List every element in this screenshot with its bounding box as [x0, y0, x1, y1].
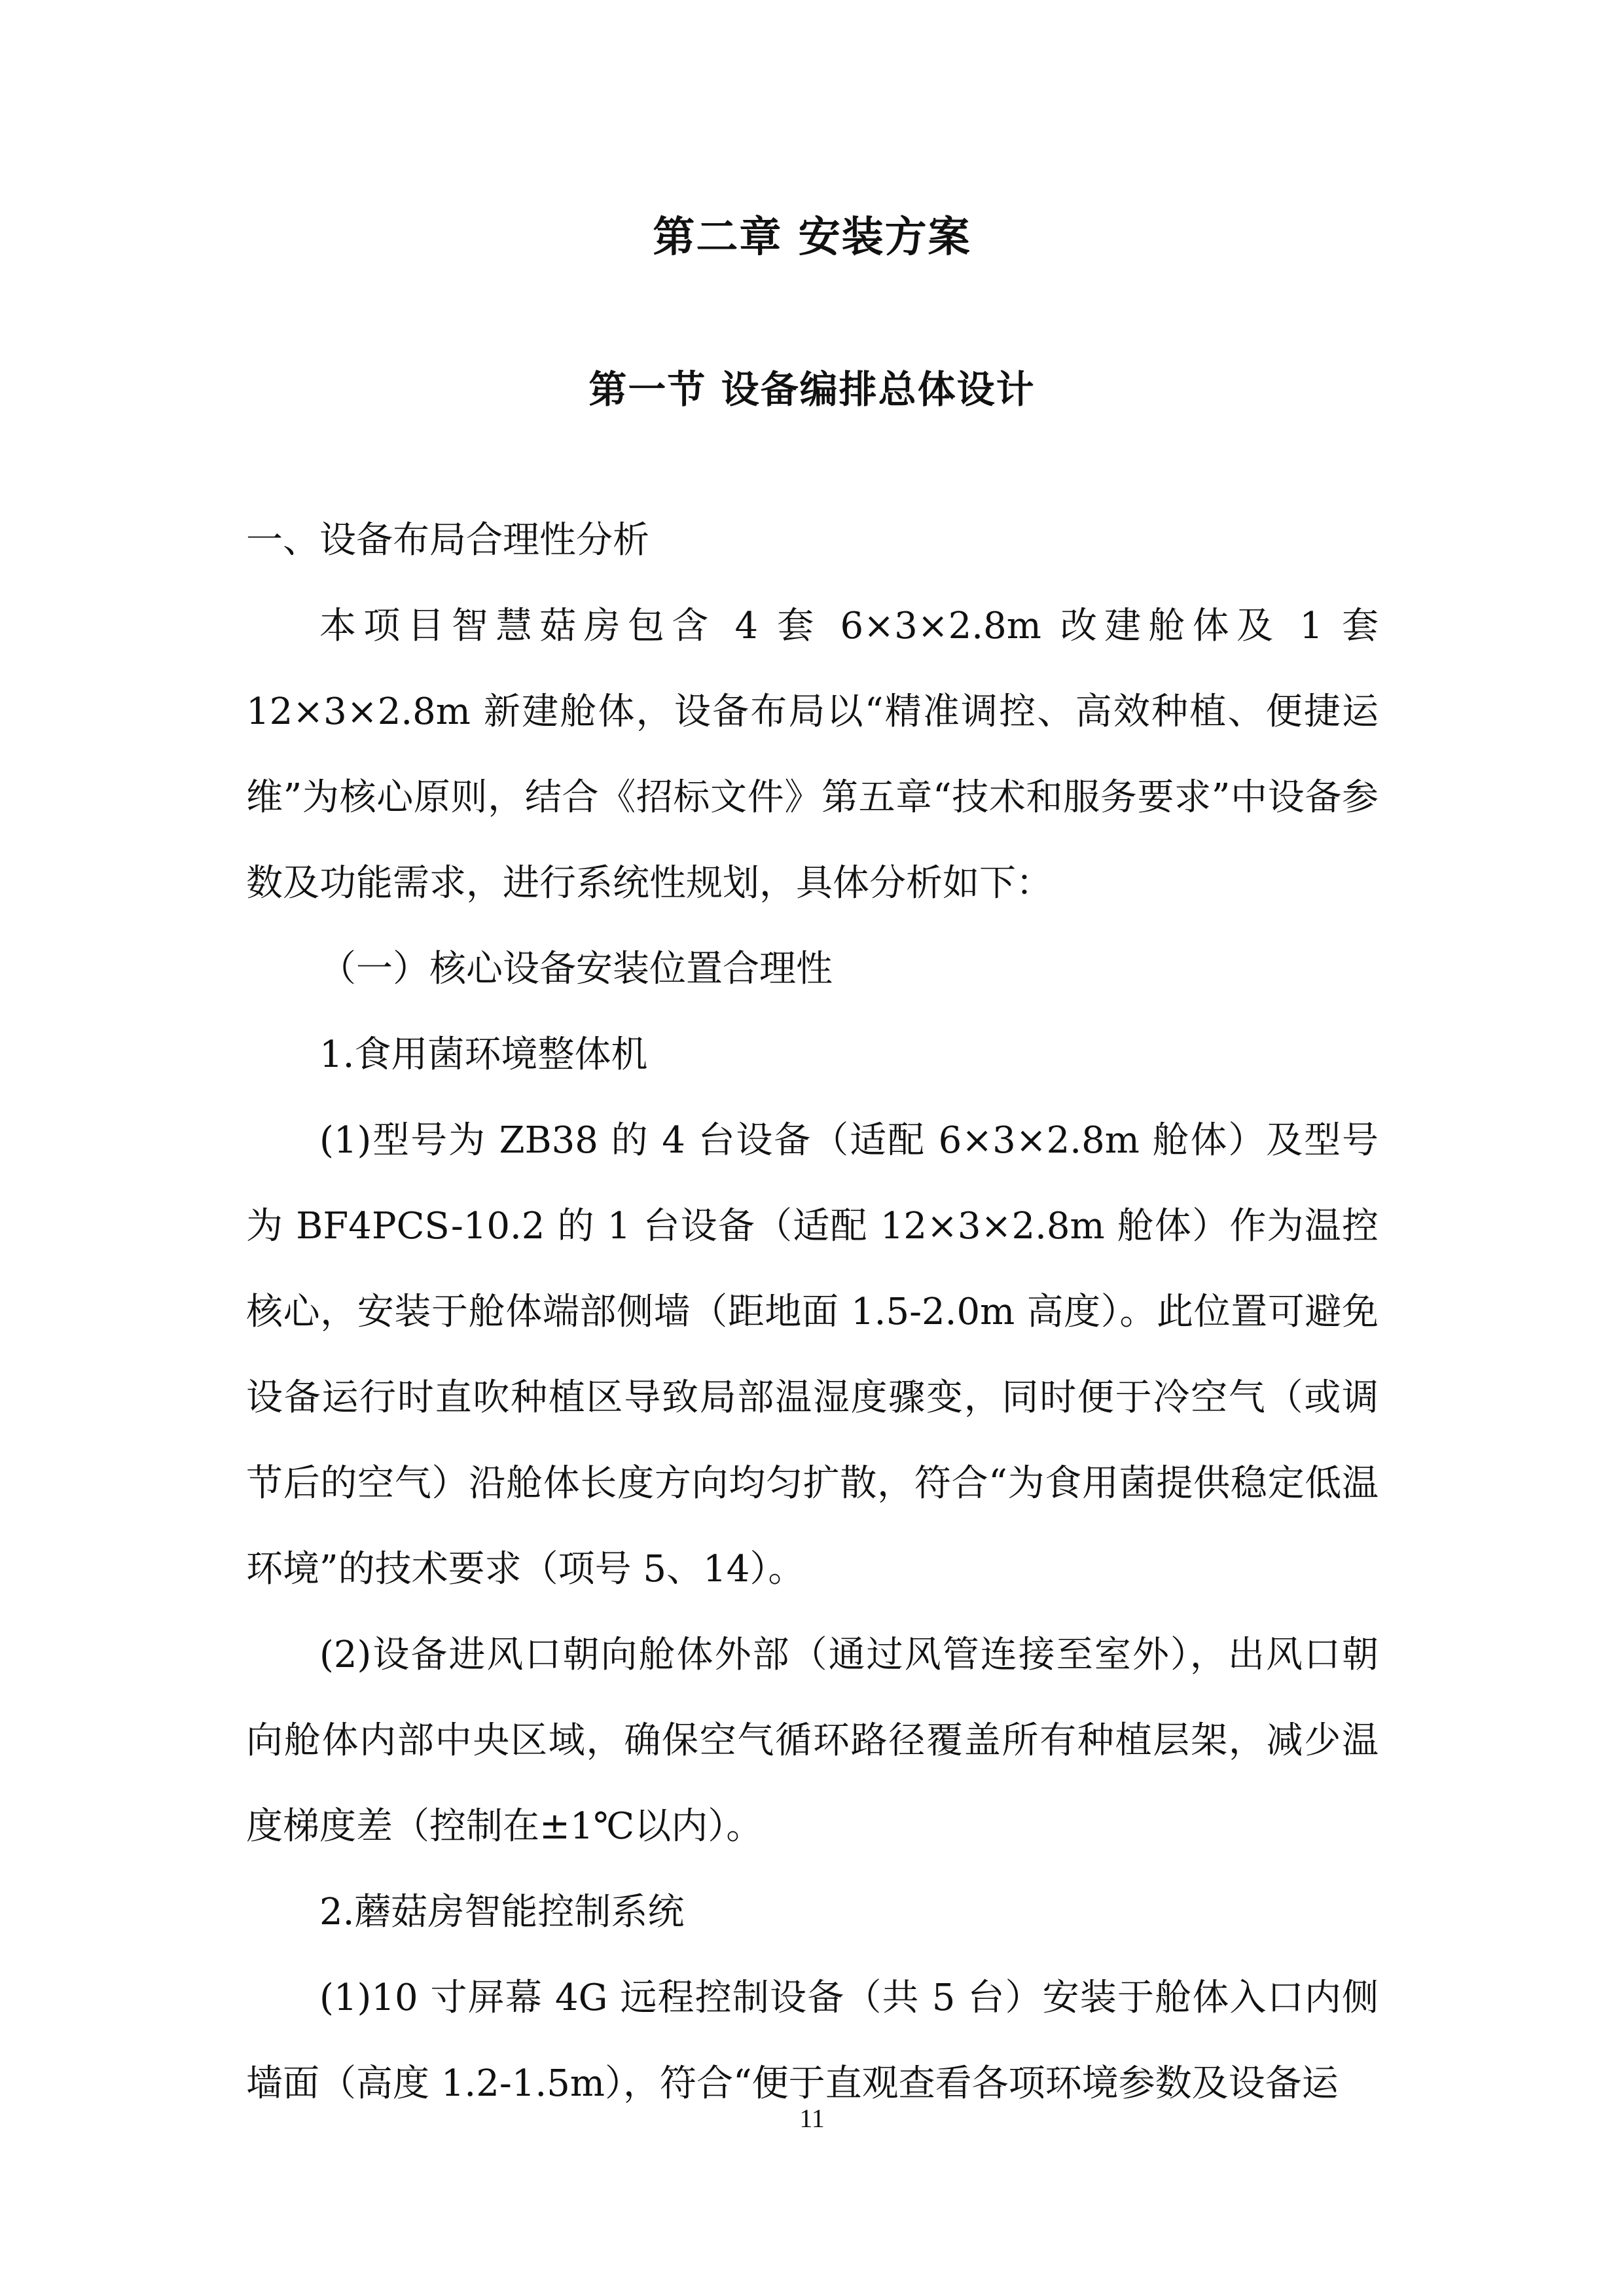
item-1-paragraph-1: (1)型号为 ZB38 的 4 台设备（适配 6×3×2.8m 舱体）及型号为 BF4PCS-10.2 的 1 台设备（适配 12×3×2.8m 舱体）作为温控核心，安装于舱体端部侧墙（距地面 1.5-2.0m 高度）。此位置可避免设备运行时直吹种植区导致局部温湿度骤变，同时便于冷空气（或调节后的空气）沿舱体长度方向均匀扩散，符合“为食用菌提供稳定低温环境”的技术要求（项号 5、14）。 — [246, 1119, 1379, 1590]
paragraph-intro: 本项目智慧菇房包含 4 套 6×3×2.8m 改建舱体及 1 套 12×3×2.8m 新建舱体，设备布局以“精准调控、高效种植、便捷运维”为核心原则，结合《招标文件》第五章“技术和服务要求”中设备参数及功能需求，进行系统性规划，具体分析如下： — [246, 605, 1379, 905]
subheading-core-equipment: （一）核心设备安装位置合理性 — [319, 948, 833, 990]
page-number: 11 — [799, 2104, 825, 2133]
document-body — [246, 497, 1379, 2126]
heading-1: 一、设备布局合理性分析 — [246, 519, 649, 562]
chapter-title: 第二章 安装方案 — [653, 213, 971, 262]
section-title: 第一节 设备编排总体设计 — [588, 367, 1036, 412]
item-2-heading: 2.蘑菇房智能控制系统 — [319, 1891, 685, 1933]
item-1-paragraph-2: (2)设备进风口朝向舱体外部（通过风管连接至室外），出风口朝向舱体内部中央区域，确保空气循环路径覆盖所有种植层架，减少温度梯度差（控制在±1℃以内）。 — [246, 1634, 1379, 1848]
item-1-heading: 1.食用菌环境整体机 — [319, 1033, 648, 1076]
item-2-paragraph-1: (1)10 寸屏幕 4G 远程控制设备（共 5 台）安装于舱体入口内侧墙面（高度 1.2-1.5m），符合“便于直观查看各项环境参数及设备运 — [246, 1977, 1379, 2105]
